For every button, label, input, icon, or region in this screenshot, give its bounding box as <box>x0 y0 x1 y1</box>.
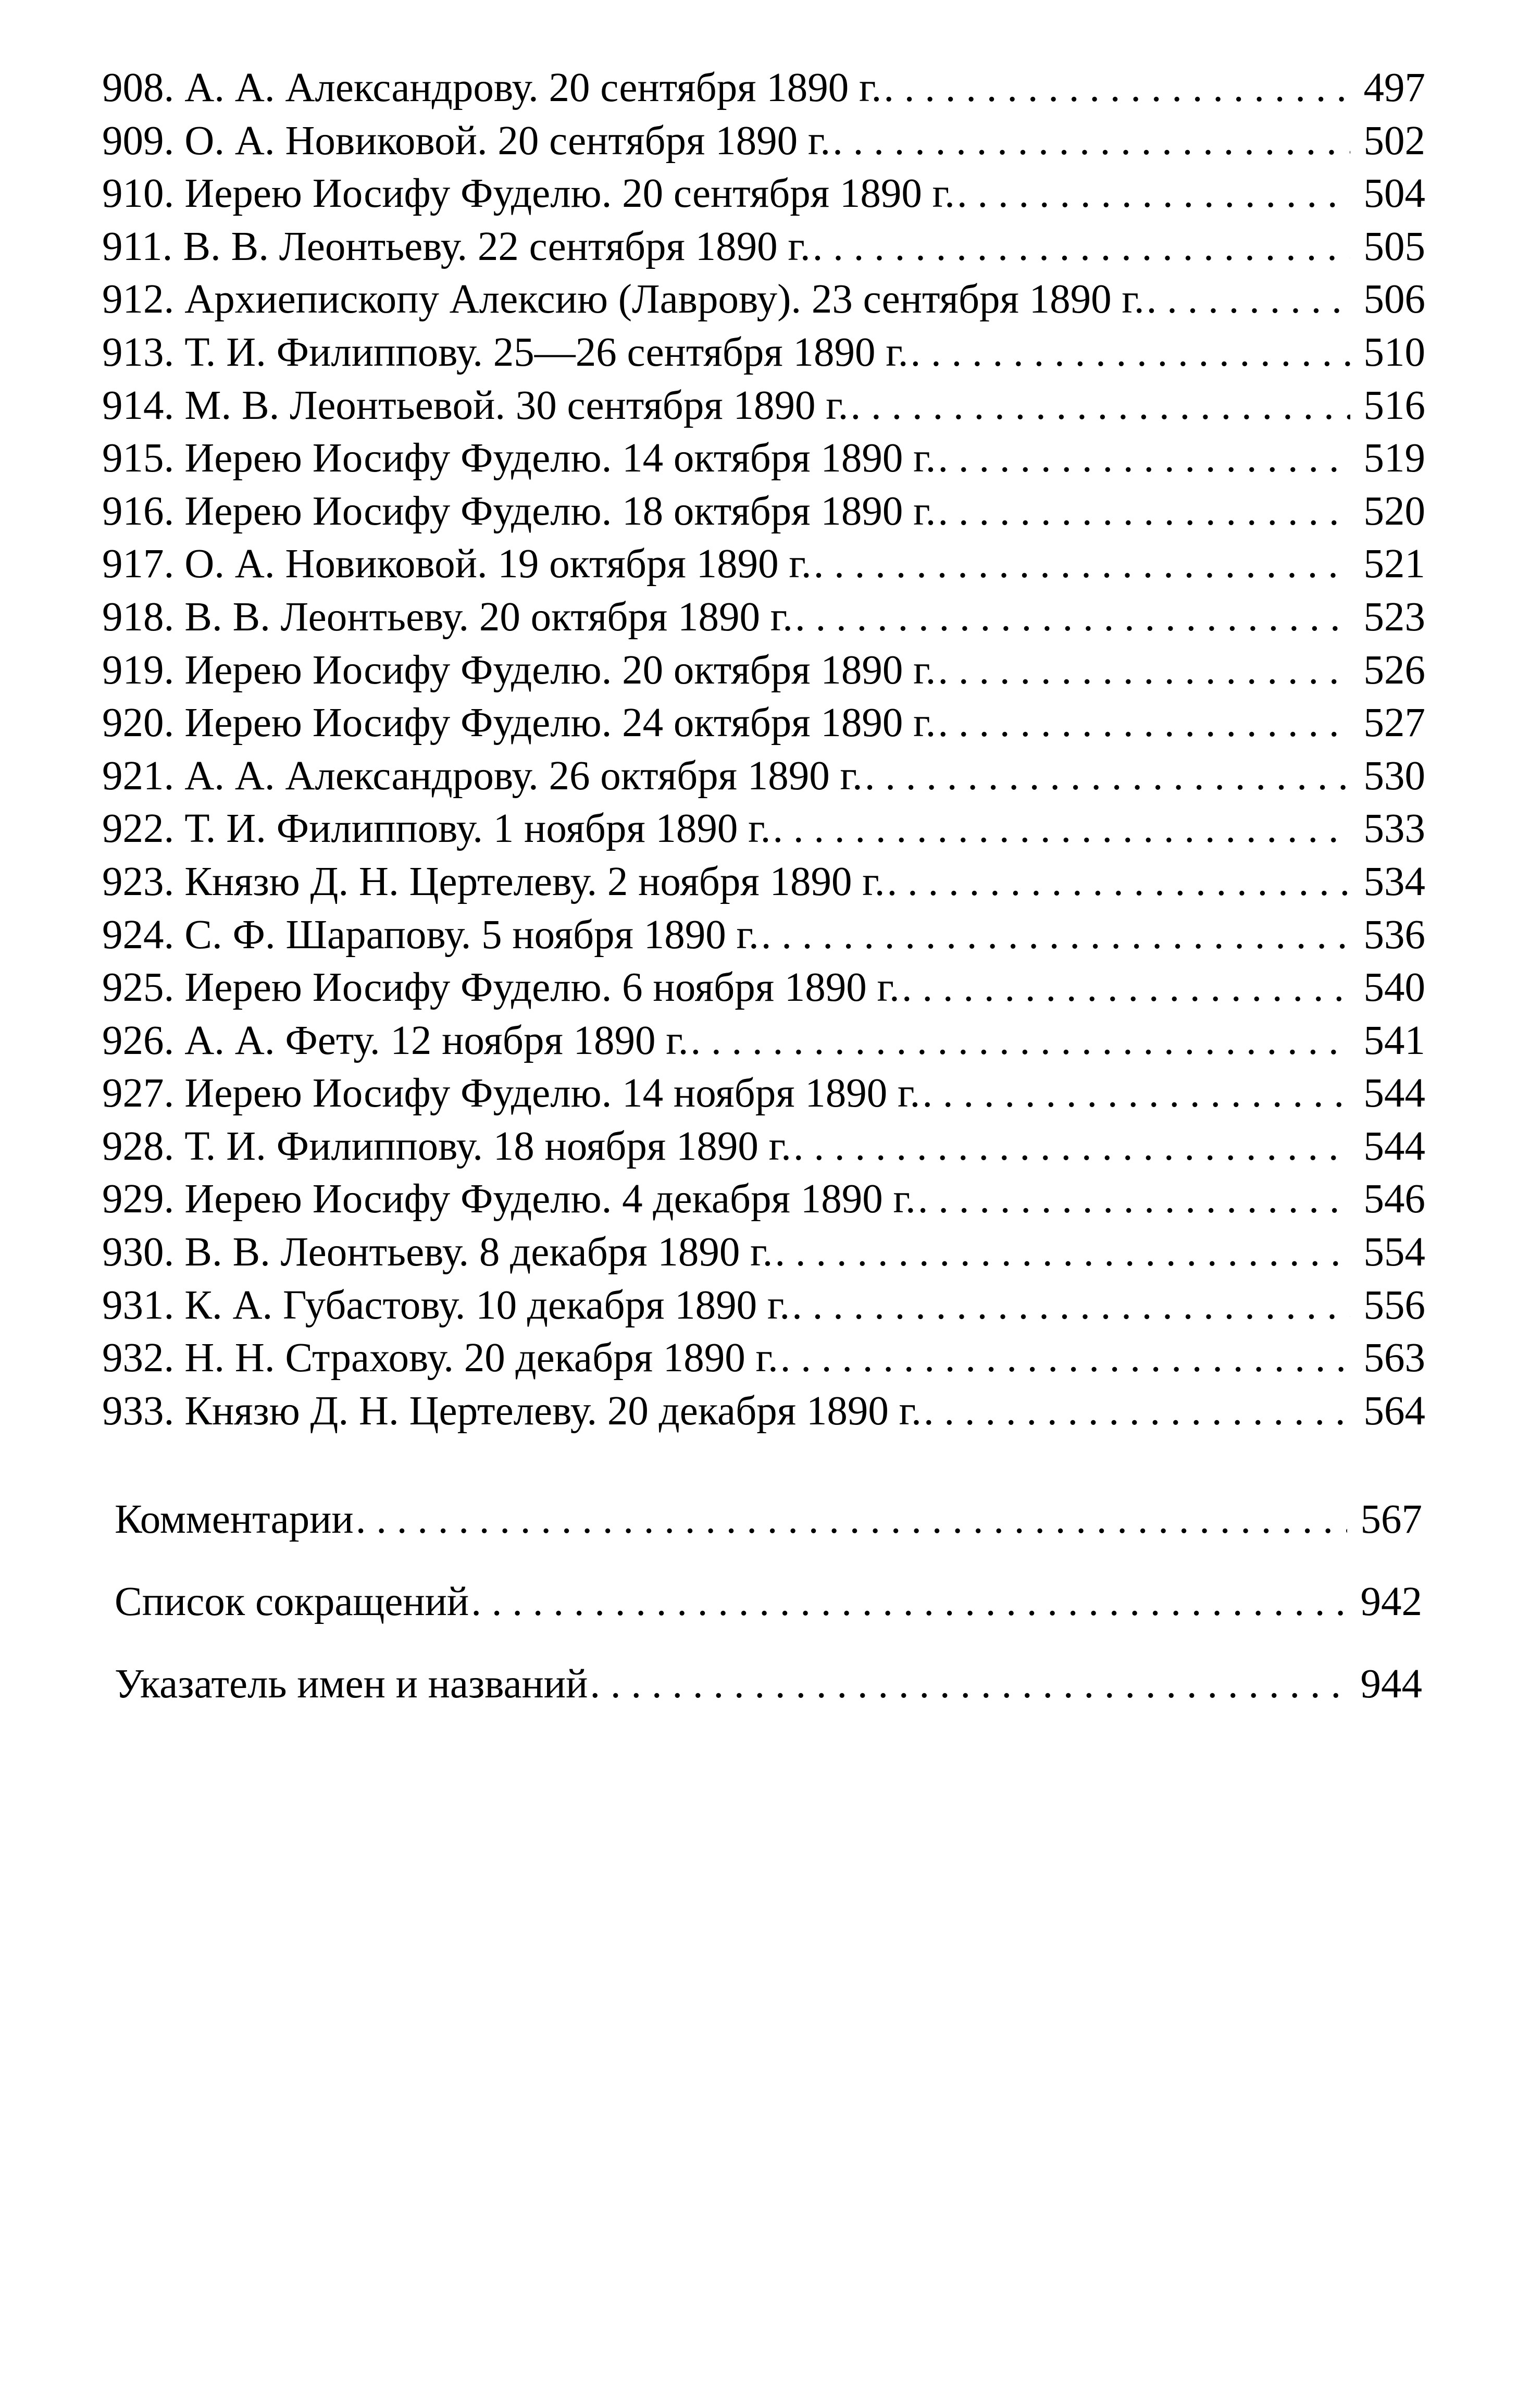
toc-entry-number: 927. <box>102 1071 175 1116</box>
back-matter-title: Комментарии <box>115 1497 354 1542</box>
toc-entry-title: Т. И. Филиппову. 18 ноября 1890 г. <box>184 1123 791 1169</box>
toc-entry-number: 928. <box>102 1123 175 1169</box>
toc-entry-number: 920. <box>102 700 175 746</box>
toc-entry <box>102 273 1425 326</box>
dot-leader <box>814 538 1350 591</box>
toc-entry <box>102 750 1425 803</box>
dot-leader <box>775 1226 1350 1279</box>
toc-entry-title: Архиепископу Алексию (Лаврову). 23 сентября 1890 г. <box>184 277 1145 322</box>
toc-entry-number: 913. <box>102 329 175 375</box>
toc-entry <box>102 326 1425 379</box>
back-matter-page: 567 <box>1360 1497 1422 1542</box>
toc-letter-list <box>102 61 1425 1437</box>
toc-entry-title: О. А. Новиковой. 20 сентября 1890 г. <box>184 118 831 164</box>
dot-leader <box>761 909 1350 962</box>
dot-leader <box>957 167 1350 220</box>
toc-entry <box>102 1067 1425 1120</box>
back-matter-title: Указатель имен и названий <box>115 1661 588 1707</box>
toc-entry <box>102 591 1425 644</box>
toc-entry-page: 534 <box>1363 859 1425 904</box>
back-matter-page: 942 <box>1360 1579 1422 1624</box>
dot-leader <box>938 697 1350 750</box>
toc-entry-number: 918. <box>102 594 175 640</box>
toc-entry-title: Иерею Иосифу Фуделю. 14 ноября 1890 г. <box>184 1071 921 1116</box>
toc-entry-page: 521 <box>1363 541 1425 587</box>
toc-entry-page: 516 <box>1363 382 1425 428</box>
toc-entry-number: 922. <box>102 806 175 852</box>
toc-entry-title: А. А. Александрову. 26 октября 1890 г. <box>184 753 863 799</box>
toc-entry-title: Иерею Иосифу Фуделю. 14 октября 1890 г. <box>184 436 936 481</box>
toc-entry-number: 926. <box>102 1017 175 1063</box>
toc-entry-title: Иерею Иосифу Фуделю. 24 октября 1890 г. <box>184 700 936 746</box>
toc-entry-number: 909. <box>102 118 175 164</box>
dot-leader <box>918 1173 1350 1226</box>
toc-entry-page: 533 <box>1363 806 1425 852</box>
dot-leader <box>938 432 1350 485</box>
toc-entry-page: 504 <box>1363 171 1425 217</box>
toc-entry <box>102 802 1425 855</box>
toc-entry-page: 536 <box>1363 912 1425 958</box>
toc-entry <box>102 1385 1425 1438</box>
toc-entry-number: 914. <box>102 382 175 428</box>
toc-entry-number: 933. <box>102 1388 175 1434</box>
toc-entry-page: 526 <box>1363 647 1425 693</box>
toc-entry-page: 506 <box>1363 277 1425 322</box>
toc-entry-title: О. А. Новиковой. 19 октября 1890 г. <box>184 541 812 587</box>
toc-entry-title: Иерею Иосифу Фуделю. 6 ноября 1890 г. <box>184 965 900 1011</box>
toc-entry <box>102 1120 1425 1173</box>
toc-entry-title: В. В. Леонтьеву. 8 декабря 1890 г. <box>184 1230 773 1275</box>
dot-leader <box>938 485 1350 538</box>
toc-entry <box>102 538 1425 591</box>
toc-entry <box>102 379 1425 432</box>
dot-leader <box>471 1561 1347 1643</box>
toc-entry-number: 916. <box>102 488 175 534</box>
back-matter-entry-abbreviations <box>115 1561 1422 1643</box>
toc-entry-title: Князю Д. Н. Цертелеву. 2 ноября 1890 г. <box>184 859 885 904</box>
dot-leader <box>850 379 1350 432</box>
toc-entry <box>102 220 1425 274</box>
toc-entry <box>102 697 1425 750</box>
toc-entry-number: 912. <box>102 277 175 322</box>
toc-entry <box>102 1332 1425 1385</box>
toc-entry <box>102 167 1425 220</box>
toc-entry-title: К. А. Губастову. 10 декабря 1890 г. <box>184 1282 790 1328</box>
back-matter-page: 944 <box>1360 1661 1422 1707</box>
toc-entry-title: М. В. Леонтьевой. 30 сентября 1890 г. <box>184 382 849 428</box>
toc-entry-number: 921. <box>102 753 175 799</box>
toc-entry-number: 919. <box>102 647 175 693</box>
toc-entry-page: 502 <box>1363 118 1425 164</box>
toc-entry-number: 915. <box>102 436 175 481</box>
dot-leader <box>902 961 1350 1014</box>
toc-entry-page: 510 <box>1363 329 1425 375</box>
back-matter-title: Список сокращений <box>115 1579 469 1624</box>
toc-entry-title: Т. И. Филиппову. 25—26 сентября 1890 г. <box>184 329 909 375</box>
dot-leader <box>793 1120 1350 1173</box>
toc-entry-number: 931. <box>102 1282 175 1328</box>
toc-entry <box>102 1173 1425 1226</box>
toc-entry <box>102 61 1425 115</box>
toc-entry-number: 930. <box>102 1230 175 1275</box>
toc-entry-page: 541 <box>1363 1017 1425 1063</box>
dot-leader <box>813 220 1350 274</box>
toc-entry-number: 924. <box>102 912 175 958</box>
toc-entry-page: 530 <box>1363 753 1425 799</box>
toc-entry-title: С. Ф. Шарапову. 5 ноября 1890 г. <box>184 912 759 958</box>
back-matter-entry-comments <box>115 1479 1422 1561</box>
toc-entry-page: 564 <box>1363 1388 1425 1434</box>
toc-entry <box>102 115 1425 168</box>
toc-entry-title: В. В. Леонтьеву. 20 октября 1890 г. <box>184 594 793 640</box>
toc-entry <box>102 1014 1425 1068</box>
toc-entry <box>102 855 1425 909</box>
dot-leader <box>865 750 1350 803</box>
toc-entry-number: 910. <box>102 171 175 217</box>
toc-entry-page: 554 <box>1363 1230 1425 1275</box>
toc-entry-page: 556 <box>1363 1282 1425 1328</box>
toc-entry-number: 908. <box>102 65 175 110</box>
dot-leader <box>590 1643 1347 1726</box>
dot-leader <box>911 326 1350 379</box>
toc-entry-page: 546 <box>1363 1176 1425 1222</box>
toc-entry-number: 929. <box>102 1176 175 1222</box>
toc-entry-title: А. А. Александрову. 20 сентября 1890 г. <box>184 65 882 110</box>
toc-entry <box>102 432 1425 485</box>
dot-leader <box>773 802 1350 855</box>
dot-leader <box>356 1479 1347 1561</box>
toc-entry-number: 917. <box>102 541 175 587</box>
toc-entry <box>102 644 1425 697</box>
toc-entry-page: 527 <box>1363 700 1425 746</box>
toc-entry-title: Т. И. Филиппову. 1 ноября 1890 г. <box>184 806 771 852</box>
toc-entry-page: 540 <box>1363 965 1425 1011</box>
dot-leader <box>1147 273 1350 326</box>
toc-entry-title: Н. Н. Страхову. 20 декабря 1890 г. <box>184 1335 778 1381</box>
dot-leader <box>922 1067 1350 1120</box>
toc-entry <box>102 1279 1425 1332</box>
toc-entry-title: Иерею Иосифу Фуделю. 20 октября 1890 г. <box>184 647 936 693</box>
toc-entry-page: 563 <box>1363 1335 1425 1381</box>
toc-entry <box>102 961 1425 1014</box>
toc-back-matter <box>115 1479 1422 1726</box>
toc-entry-number: 923. <box>102 859 175 904</box>
toc-entry-page: 520 <box>1363 488 1425 534</box>
toc-entry <box>102 1226 1425 1279</box>
dot-leader <box>938 644 1350 697</box>
dot-leader <box>795 591 1350 644</box>
toc-entry-title: Иерею Иосифу Фуделю. 20 сентября 1890 г. <box>184 171 955 217</box>
toc-entry-number: 932. <box>102 1335 175 1381</box>
toc-entry-title: Иерею Иосифу Фуделю. 18 октября 1890 г. <box>184 488 936 534</box>
toc-entry-number: 911. <box>102 224 173 269</box>
toc-entry-page: 497 <box>1363 65 1425 110</box>
toc-entry-page: 544 <box>1363 1123 1425 1169</box>
toc-entry-title: А. А. Фету. 12 ноября 1890 г. <box>184 1017 689 1063</box>
dot-leader <box>691 1014 1350 1068</box>
toc-entry-page: 505 <box>1363 224 1425 269</box>
toc-entry-page: 523 <box>1363 594 1425 640</box>
toc-entry <box>102 909 1425 962</box>
toc-entry-title: Князю Д. Н. Цертелеву. 20 декабря 1890 г. <box>184 1388 922 1434</box>
dot-leader <box>884 61 1350 115</box>
toc-entry <box>102 485 1425 538</box>
dot-leader <box>887 855 1350 909</box>
toc-entry-title: Иерею Иосифу Фуделю. 4 декабря 1890 г. <box>184 1176 916 1222</box>
dot-leader <box>792 1279 1350 1332</box>
toc-entry-page: 544 <box>1363 1071 1425 1116</box>
toc-entry-title: В. В. Леонтьеву. 22 сентября 1890 г. <box>183 224 811 269</box>
dot-leader <box>780 1332 1350 1385</box>
back-matter-entry-index <box>115 1643 1422 1726</box>
toc-entry-number: 925. <box>102 965 175 1011</box>
toc-entry-page: 519 <box>1363 436 1425 481</box>
dot-leader <box>924 1385 1350 1438</box>
dot-leader <box>832 115 1350 168</box>
